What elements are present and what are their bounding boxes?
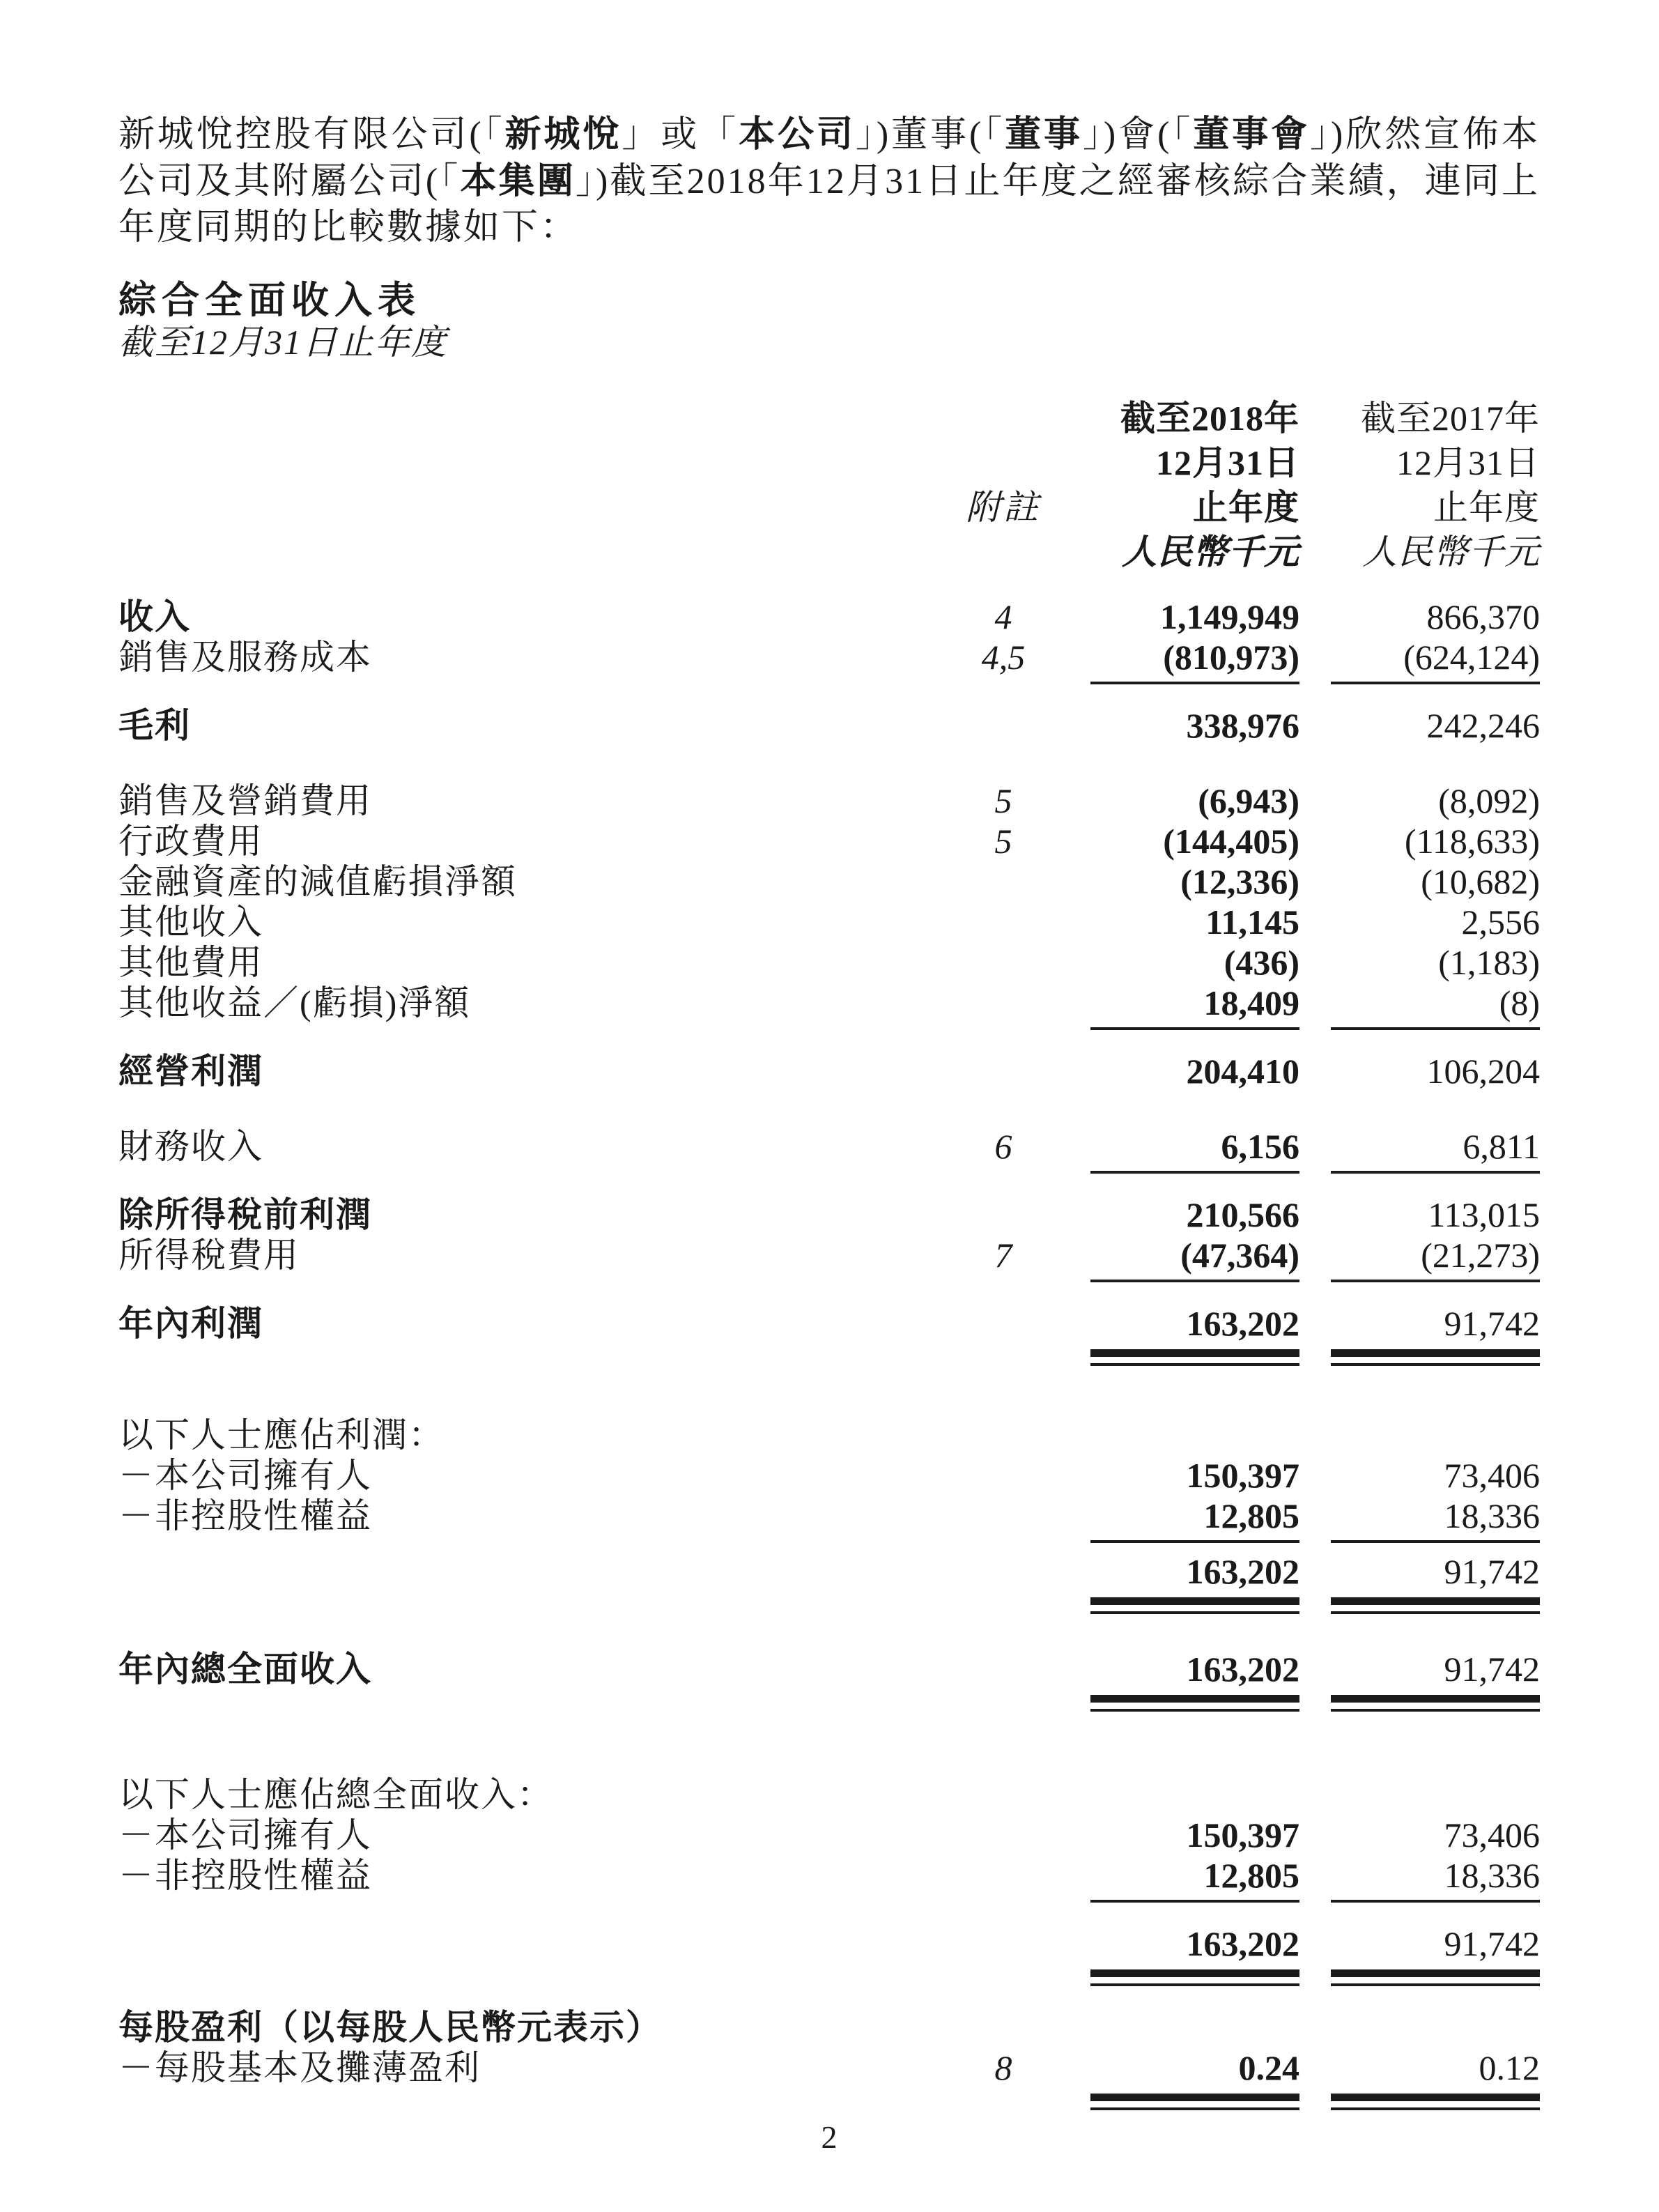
header-label-spacer bbox=[118, 396, 944, 574]
value-2017: (8,092) bbox=[1438, 781, 1540, 820]
table-row bbox=[118, 1855, 1540, 1896]
column-header-2017-line: 截至2017年 bbox=[1361, 399, 1540, 438]
value-2018 bbox=[1090, 1415, 1299, 1455]
intro-bold-term: 本集團 bbox=[460, 161, 576, 201]
row-label: 銷售及營銷費用 bbox=[118, 781, 372, 820]
row-label bbox=[118, 1689, 944, 1712]
rule-row bbox=[118, 1896, 1540, 1903]
value-2018: 163,202 bbox=[1186, 1552, 1299, 1591]
table-row bbox=[118, 1051, 1540, 1091]
value-2017: 2,556 bbox=[1461, 903, 1540, 942]
row-label: 其他收入 bbox=[118, 903, 263, 942]
spacer bbox=[118, 1543, 1540, 1551]
row-note bbox=[944, 1496, 1063, 1536]
spacer bbox=[118, 1091, 1540, 1126]
value-2018: 18,409 bbox=[1203, 983, 1299, 1022]
value-2018: 163,202 bbox=[1186, 1924, 1299, 1963]
row-label bbox=[118, 1592, 944, 1614]
underline-single bbox=[1331, 1540, 1540, 1543]
row-note bbox=[944, 1344, 1063, 1366]
spacer bbox=[118, 1903, 1540, 1923]
row-note: 5 bbox=[994, 781, 1012, 820]
underline-single bbox=[1090, 1900, 1299, 1903]
row-note bbox=[944, 1964, 1063, 1986]
value-2018: 11,145 bbox=[1205, 903, 1299, 942]
value-2017: (10,682) bbox=[1421, 862, 1540, 901]
rule-row bbox=[118, 1344, 1540, 1366]
row-label: 行政費用 bbox=[118, 822, 263, 861]
value-2017: 113,015 bbox=[1428, 1195, 1540, 1234]
value-2017: 91,742 bbox=[1444, 1552, 1540, 1591]
row-label bbox=[118, 1023, 944, 1030]
row-label bbox=[118, 1275, 944, 1282]
row-label: －每股基本及攤薄盈利 bbox=[118, 2048, 481, 2087]
rule-cell bbox=[1090, 1344, 1299, 1366]
intro-paragraph bbox=[118, 112, 1540, 251]
row-note: 8 bbox=[994, 2048, 1012, 2087]
value-2017: (118,633) bbox=[1405, 822, 1540, 861]
value-2017: 18,336 bbox=[1444, 1496, 1540, 1535]
value-2017: 73,406 bbox=[1444, 1456, 1540, 1495]
row-note bbox=[944, 942, 1063, 983]
spacer bbox=[118, 1366, 1540, 1415]
underline-single bbox=[1090, 1027, 1299, 1030]
rule-cell bbox=[1331, 1023, 1540, 1030]
row-note bbox=[944, 1592, 1063, 1614]
row-note bbox=[944, 1536, 1063, 1543]
statement-subtitle: 截至12月31日止年度 bbox=[118, 323, 447, 362]
value-2017: 91,742 bbox=[1444, 1650, 1540, 1689]
column-header-2018 bbox=[1090, 396, 1299, 574]
rule-cell bbox=[1090, 677, 1299, 684]
table-row bbox=[118, 1496, 1540, 1536]
column-header-2017-line: 止年度 bbox=[1433, 488, 1540, 527]
column-header-2018-line: 12月31日 bbox=[1156, 443, 1299, 482]
table-row bbox=[118, 637, 1540, 677]
rule-cell bbox=[1331, 1896, 1540, 1903]
row-label bbox=[118, 1344, 944, 1366]
value-2018: 338,976 bbox=[1186, 706, 1299, 745]
table-row bbox=[118, 1126, 1540, 1167]
underline-double bbox=[1090, 1349, 1299, 1366]
intro-text: 」)董事(「 bbox=[855, 115, 1005, 155]
rule-cell bbox=[1090, 1689, 1299, 1712]
table-row bbox=[118, 781, 1540, 821]
underline-double bbox=[1331, 1969, 1540, 1986]
table-row bbox=[118, 942, 1540, 983]
underline-single bbox=[1090, 1540, 1299, 1543]
rule-cell bbox=[1090, 1536, 1299, 1543]
value-2018: (6,943) bbox=[1198, 781, 1299, 820]
table-row bbox=[118, 821, 1540, 861]
row-label: 以下人士應佔總全面收入： bbox=[118, 1775, 553, 1814]
row-note bbox=[944, 677, 1063, 684]
row-label: 金融資產的減值虧損淨額 bbox=[118, 862, 517, 901]
underline-single bbox=[1090, 1280, 1299, 1282]
row-label: 其他費用 bbox=[118, 943, 263, 982]
row-label: 經營利潤 bbox=[118, 1052, 263, 1091]
value-2018: 12,805 bbox=[1203, 1856, 1299, 1895]
row-label: 收入 bbox=[118, 597, 191, 636]
value-2017: 91,742 bbox=[1444, 1924, 1540, 1963]
row-label: 所得稅費用 bbox=[118, 1236, 300, 1275]
table-row bbox=[118, 705, 1540, 746]
value-2018 bbox=[1090, 2007, 1299, 2048]
column-header-2018-line: 截至2018年 bbox=[1120, 399, 1299, 438]
underline-single bbox=[1331, 1027, 1540, 1030]
rule-row bbox=[118, 1592, 1540, 1614]
spacer bbox=[118, 1030, 1540, 1051]
value-2017: (8) bbox=[1499, 983, 1540, 1022]
underline-single bbox=[1331, 682, 1540, 684]
value-2018: 6,156 bbox=[1221, 1127, 1299, 1166]
intro-text: 」)截至2018年12月31日止年度之經審核綜合業績，連同上年度同期的比較數據如下： bbox=[118, 162, 1540, 247]
rule-row bbox=[118, 677, 1540, 684]
table-row bbox=[118, 1235, 1540, 1275]
column-header-2018-unit: 人民幣千元 bbox=[1122, 532, 1299, 571]
rule-cell bbox=[1331, 1592, 1540, 1614]
spacer bbox=[118, 746, 1540, 781]
underline-double bbox=[1090, 1597, 1299, 1614]
rule-row bbox=[118, 1536, 1540, 1543]
value-2017 bbox=[1331, 1415, 1540, 1455]
rule-row bbox=[118, 1023, 1540, 1030]
row-note bbox=[944, 1051, 1063, 1091]
row-note: 6 bbox=[994, 1127, 1012, 1166]
row-label: －本公司擁有人 bbox=[118, 1456, 372, 1495]
intro-bold-term: 董事 bbox=[1005, 114, 1083, 155]
value-2018: (47,364) bbox=[1180, 1236, 1299, 1275]
row-note bbox=[944, 1455, 1063, 1496]
value-2018: 150,397 bbox=[1186, 1815, 1299, 1854]
value-2017: 73,406 bbox=[1444, 1815, 1540, 1854]
value-2017: 0.12 bbox=[1479, 2048, 1540, 2087]
underline-double bbox=[1331, 1597, 1540, 1614]
row-label bbox=[118, 1896, 944, 1903]
row-note bbox=[944, 2088, 1063, 2110]
spacer bbox=[118, 1712, 1540, 1774]
rule-cell bbox=[1331, 1689, 1540, 1712]
table-row bbox=[118, 2007, 1540, 2048]
value-2017 bbox=[1331, 1774, 1540, 1815]
row-label bbox=[118, 1923, 944, 1964]
row-note bbox=[944, 1774, 1063, 1815]
row-note bbox=[944, 705, 1063, 746]
row-label bbox=[118, 1536, 944, 1543]
intro-text: 」)會(「 bbox=[1082, 115, 1194, 155]
row-note bbox=[944, 1195, 1063, 1235]
underline-double bbox=[1331, 1349, 1540, 1366]
rule-cell bbox=[1331, 1536, 1540, 1543]
underline-single bbox=[1331, 1171, 1540, 1174]
row-note bbox=[944, 1303, 1063, 1344]
rule-cell bbox=[1090, 1964, 1299, 1986]
row-note bbox=[944, 1551, 1063, 1592]
row-note: 4,5 bbox=[981, 638, 1026, 677]
row-note bbox=[944, 902, 1063, 942]
rule-row bbox=[118, 1689, 1540, 1712]
row-note bbox=[944, 1167, 1063, 1174]
rule-cell bbox=[1090, 1275, 1299, 1282]
value-2018: 150,397 bbox=[1186, 1456, 1299, 1495]
column-header-2017-line: 12月31日 bbox=[1396, 443, 1540, 482]
rule-cell bbox=[1331, 1167, 1540, 1174]
intro-bold-term: 本公司 bbox=[739, 114, 856, 155]
underline-double bbox=[1090, 2094, 1299, 2110]
underline-double bbox=[1090, 1969, 1299, 1986]
value-2018: 163,202 bbox=[1186, 1304, 1299, 1343]
table-row bbox=[118, 902, 1540, 942]
value-2017: 242,246 bbox=[1426, 706, 1540, 745]
value-2018 bbox=[1090, 1774, 1299, 1815]
rule-cell bbox=[1331, 2088, 1540, 2110]
row-note: 5 bbox=[994, 822, 1012, 861]
value-2018: 163,202 bbox=[1186, 1650, 1299, 1689]
intro-bold-term: 董事會 bbox=[1193, 114, 1311, 155]
row-label bbox=[118, 1167, 944, 1174]
rule-cell bbox=[1090, 1023, 1299, 1030]
value-2018: (12,336) bbox=[1180, 862, 1299, 901]
row-note bbox=[944, 1896, 1063, 1903]
rule-cell bbox=[1331, 1344, 1540, 1366]
page-number: 2 bbox=[821, 2119, 838, 2155]
row-label: －非控股性權益 bbox=[118, 1856, 372, 1895]
table-row bbox=[118, 1455, 1540, 1496]
statement-table bbox=[118, 597, 1540, 2110]
underline-double bbox=[1331, 1695, 1540, 1712]
row-label: 以下人士應佔利潤： bbox=[118, 1415, 445, 1454]
row-note bbox=[944, 983, 1063, 1023]
value-2018: (810,973) bbox=[1163, 638, 1299, 677]
intro-text: 」)欣然宣佈本公司及其附屬公司(「 bbox=[118, 115, 1540, 201]
value-2017: 866,370 bbox=[1426, 597, 1540, 636]
notes-column-header: 附註 bbox=[966, 488, 1041, 527]
rule-cell bbox=[1331, 1275, 1540, 1282]
rule-cell bbox=[1090, 2088, 1299, 2110]
table-header bbox=[118, 396, 1540, 574]
row-note: 7 bbox=[994, 1236, 1012, 1275]
table-row bbox=[118, 861, 1540, 902]
row-label: 毛利 bbox=[118, 706, 191, 745]
table-row bbox=[118, 1551, 1540, 1592]
value-2018: 204,410 bbox=[1186, 1052, 1299, 1091]
underline-single bbox=[1331, 1280, 1540, 1282]
column-header-2018-line: 止年度 bbox=[1193, 488, 1299, 527]
rule-cell bbox=[1090, 1896, 1299, 1903]
row-label bbox=[118, 1551, 944, 1592]
row-note bbox=[944, 861, 1063, 902]
underline-double bbox=[1331, 2094, 1540, 2110]
value-2017: 91,742 bbox=[1444, 1304, 1540, 1343]
value-2018: (436) bbox=[1224, 943, 1299, 982]
spacer bbox=[118, 1174, 1540, 1195]
row-label: 年內總全面收入 bbox=[118, 1650, 372, 1689]
row-label: 每股盈利（以每股人民幣元表示） bbox=[118, 2008, 662, 2047]
row-label: 年內利潤 bbox=[118, 1304, 263, 1343]
value-2017: (1,183) bbox=[1438, 943, 1540, 982]
row-label: －本公司擁有人 bbox=[118, 1815, 372, 1854]
row-label bbox=[118, 677, 944, 684]
spacer bbox=[118, 1986, 1540, 2007]
row-label: －非控股性權益 bbox=[118, 1496, 372, 1535]
table-row bbox=[118, 1415, 1540, 1455]
row-note bbox=[944, 1923, 1063, 1964]
row-label: 銷售及服務成本 bbox=[118, 638, 372, 677]
statement-title: 綜合全面收入表 bbox=[118, 279, 421, 321]
value-2017: 18,336 bbox=[1444, 1856, 1540, 1895]
value-2017: 106,204 bbox=[1426, 1052, 1540, 1091]
value-2018: (144,405) bbox=[1163, 822, 1299, 861]
row-label bbox=[118, 1964, 944, 1986]
table-row bbox=[118, 597, 1540, 637]
column-header-2017-unit: 人民幣千元 bbox=[1362, 532, 1540, 571]
row-label: 其他收益／(虧損)淨額 bbox=[118, 983, 471, 1022]
rule-row bbox=[118, 2088, 1540, 2110]
rule-cell bbox=[1331, 677, 1540, 684]
underline-single bbox=[1090, 682, 1299, 684]
row-note bbox=[944, 1275, 1063, 1282]
table-row bbox=[118, 1195, 1540, 1235]
row-label: 財務收入 bbox=[118, 1127, 263, 1166]
value-2018: 12,805 bbox=[1203, 1496, 1299, 1535]
row-label bbox=[118, 2088, 944, 2110]
rule-cell bbox=[1090, 1592, 1299, 1614]
row-note bbox=[944, 1855, 1063, 1896]
row-note bbox=[944, 1415, 1063, 1455]
value-2017 bbox=[1331, 2007, 1540, 2048]
table-row bbox=[118, 1774, 1540, 1815]
rule-row bbox=[118, 1275, 1540, 1282]
row-note bbox=[944, 1649, 1063, 1689]
spacer bbox=[118, 1614, 1540, 1649]
value-2018: 1,149,949 bbox=[1160, 597, 1299, 636]
row-note bbox=[944, 1815, 1063, 1855]
table-row bbox=[118, 1815, 1540, 1855]
value-2017: 6,811 bbox=[1463, 1127, 1540, 1166]
value-2018: 0.24 bbox=[1238, 2048, 1299, 2087]
table-row bbox=[118, 1303, 1540, 1344]
rule-row bbox=[118, 1167, 1540, 1174]
table-row bbox=[118, 1649, 1540, 1689]
row-label: 除所得稅前利潤 bbox=[118, 1195, 372, 1234]
value-2017: (21,273) bbox=[1421, 1236, 1540, 1275]
row-note: 4 bbox=[994, 597, 1012, 636]
value-2017: (624,124) bbox=[1403, 638, 1540, 677]
table-row bbox=[118, 1923, 1540, 1964]
rule-cell bbox=[1090, 1167, 1299, 1174]
intro-text: 」或「 bbox=[622, 115, 739, 155]
spacer bbox=[118, 684, 1540, 705]
intro-text: 新城悅控股有限公司(「 bbox=[118, 115, 505, 155]
spacer bbox=[118, 1282, 1540, 1303]
row-note bbox=[944, 1023, 1063, 1030]
intro-bold-term: 新城悅 bbox=[504, 114, 622, 155]
table-row bbox=[118, 983, 1540, 1023]
row-note bbox=[944, 2007, 1063, 2048]
underline-single bbox=[1090, 1171, 1299, 1174]
row-note bbox=[944, 1689, 1063, 1712]
underline-double bbox=[1090, 1695, 1299, 1712]
value-2018: 210,566 bbox=[1186, 1195, 1299, 1234]
rule-cell bbox=[1331, 1964, 1540, 1986]
column-header-2017 bbox=[1331, 396, 1540, 574]
table-row bbox=[118, 2048, 1540, 2088]
underline-single bbox=[1331, 1900, 1540, 1903]
rule-row bbox=[118, 1964, 1540, 1986]
